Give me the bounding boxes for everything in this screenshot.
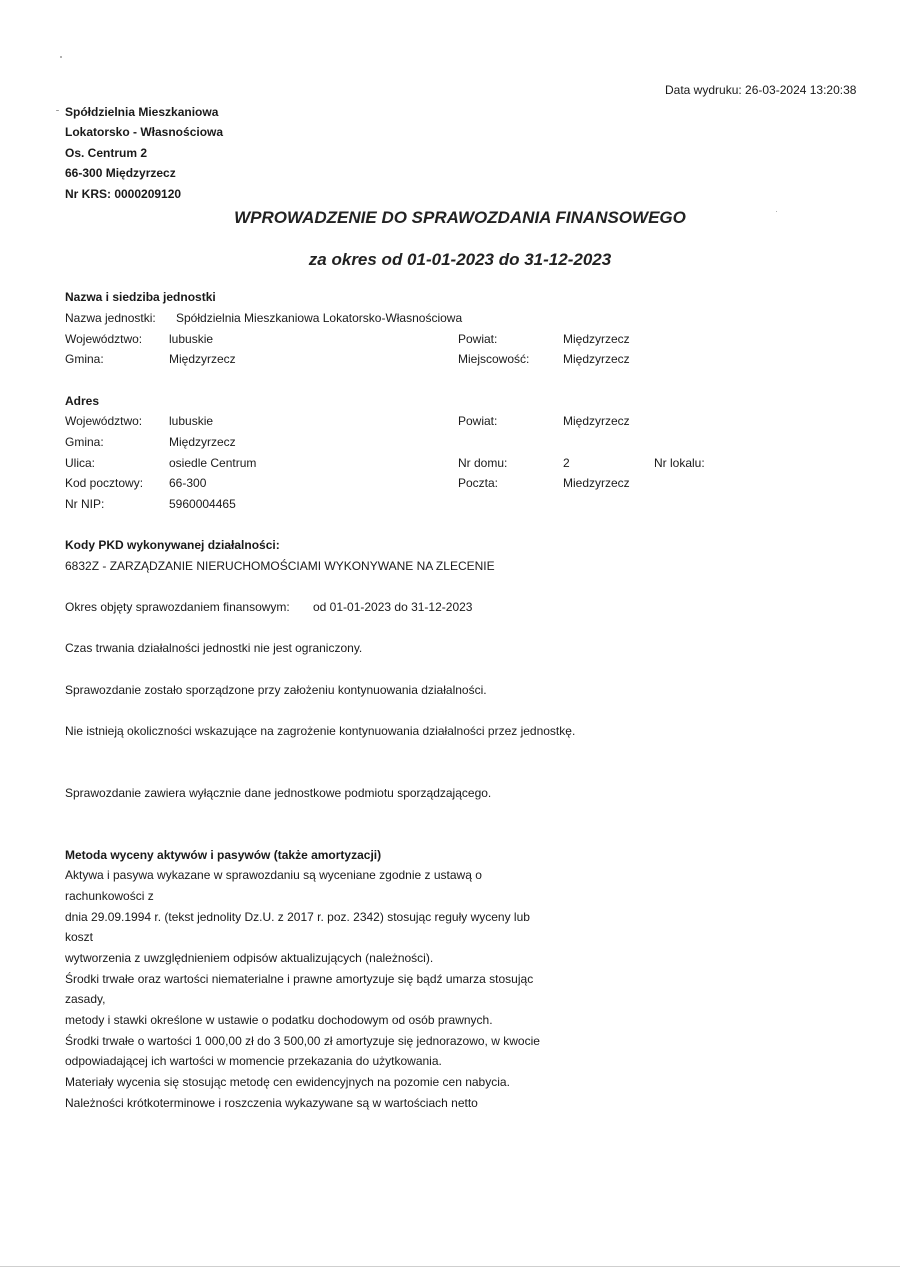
address-nip-value: 5960004465 <box>169 497 236 511</box>
entity-wojewodztwo-value: lubuskie <box>169 332 214 346</box>
method-line: rachunkowości z <box>65 889 154 903</box>
address-wojewodztwo-value: lubuskie <box>169 414 214 428</box>
entity-miejscowosc-value: Międzyrzecz <box>563 352 630 366</box>
address-nr-lokalu-label: Nr lokalu: <box>654 456 705 470</box>
method-line: zasady, <box>65 992 106 1006</box>
statement-going-concern: Sprawozdanie zostało sporządzone przy założeniu kontynuowania działalności. <box>65 683 487 697</box>
method-line: koszt <box>65 930 94 944</box>
scan-speck <box>60 56 62 58</box>
method-line: Środki trwałe oraz wartości niematerialne i prawne amortyzuje się bądź umarza stosując <box>65 972 534 986</box>
document-subtitle: za okres od 01-01-2023 do 31-12-2023 <box>308 250 612 269</box>
document-title: WPROWADZENIE DO SPRAWOZDANIA FINANSOWEGO <box>234 208 686 227</box>
address-nr-domu-label: Nr domu: <box>458 456 508 470</box>
header-line: Os. Centrum 2 <box>65 146 148 160</box>
pkd-value: 6832Z - ZARZĄDZANIE NIERUCHOMOŚCIAMI WYKONYWANE NA ZLECENIE <box>65 559 495 573</box>
address-poczta-label: Poczta: <box>458 476 499 490</box>
method-line: dnia 29.09.1994 r. (tekst jednolity Dz.U. z 2017 r. poz. 2342) stosując reguły wyceny lub <box>65 910 530 924</box>
statement-individual: Sprawozdanie zawiera wyłącznie dane jednostkowe podmiotu sporządzającego. <box>65 786 492 800</box>
address-ulica-label: Ulica: <box>65 456 96 470</box>
entity-gmina-value: Międzyrzecz <box>169 352 236 366</box>
entity-name-value: Spółdzielnia Mieszkaniowa Lokatorsko-Własnościowa <box>176 311 463 325</box>
entity-powiat-value: Międzyrzecz <box>563 332 630 346</box>
header-line: Nr KRS: 0000209120 <box>65 187 182 201</box>
print-date: Data wydruku: 26-03-2024 13:20:38 <box>665 83 857 97</box>
header-line: Spółdzielnia Mieszkaniowa <box>65 105 219 119</box>
method-line: metody i stawki określone w ustawie o podatku dochodowym od osób prawnych. <box>65 1013 493 1027</box>
entity-heading: Nazwa i siedziba jednostki <box>65 290 216 304</box>
address-powiat-value: Międzyrzecz <box>563 414 630 428</box>
entity-wojewodztwo-label: Województwo: <box>65 332 143 346</box>
method-heading: Metoda wyceny aktywów i pasywów (także amortyzacji) <box>65 848 382 862</box>
address-gmina-label: Gmina: <box>65 435 104 449</box>
address-powiat-label: Powiat: <box>458 414 498 428</box>
address-gmina-value: Międzyrzecz <box>169 435 236 449</box>
entity-powiat-label: Powiat: <box>458 332 498 346</box>
scan-speck <box>56 110 59 111</box>
period-value: od 01-01-2023 do 31-12-2023 <box>313 600 473 614</box>
address-kod-label: Kod pocztowy: <box>65 476 144 490</box>
entity-gmina-label: Gmina: <box>65 352 104 366</box>
statement-duration: Czas trwania działalności jednostki nie jest ograniczony. <box>65 641 363 655</box>
pkd-heading: Kody PKD wykonywanej działalności: <box>65 538 280 552</box>
page-edge-line <box>0 1266 900 1267</box>
address-poczta-value: Miedzyrzecz <box>563 476 630 490</box>
entity-name-label: Nazwa jednostki: <box>65 311 156 325</box>
method-line: Środki trwałe o wartości 1 000,00 zł do 3 500,00 zł amortyzuje się jednorazowo, w kwocie <box>65 1034 540 1048</box>
header-line: Lokatorsko - Własnościowa <box>65 125 224 139</box>
address-wojewodztwo-label: Województwo: <box>65 414 143 428</box>
method-line: Należności krótkoterminowe i roszczenia wykazywane są w wartościach netto <box>65 1096 478 1110</box>
statement-no-threat: Nie istnieją okoliczności wskazujące na zagrożenie kontynuowania działalności przez jednostkę. <box>65 724 576 738</box>
method-line: wytworzenia z uwzględnieniem odpisów aktualizujących (należności). <box>65 951 434 965</box>
period-label: Okres objęty sprawozdaniem finansowym: <box>65 600 290 614</box>
address-ulica-value: osiedle Centrum <box>169 456 257 470</box>
header-line: 66-300 Międzyrzecz <box>65 166 176 180</box>
entity-miejscowosc-label: Miejscowość: <box>458 352 530 366</box>
address-heading: Adres <box>65 394 100 408</box>
method-line: Materiały wycenia się stosując metodę cen ewidencyjnych na pozomie cen nabycia. <box>65 1075 510 1089</box>
address-kod-value: 66-300 <box>169 476 207 490</box>
address-nr-domu-value: 2 <box>563 456 570 470</box>
method-line: odpowiadającej ich wartości w momencie przekazania do użytkowania. <box>65 1054 442 1068</box>
address-nip-label: Nr NIP: <box>65 497 105 511</box>
method-line: Aktywa i pasywa wykazane w sprawozdaniu są wyceniane zgodnie z ustawą o <box>65 868 482 882</box>
